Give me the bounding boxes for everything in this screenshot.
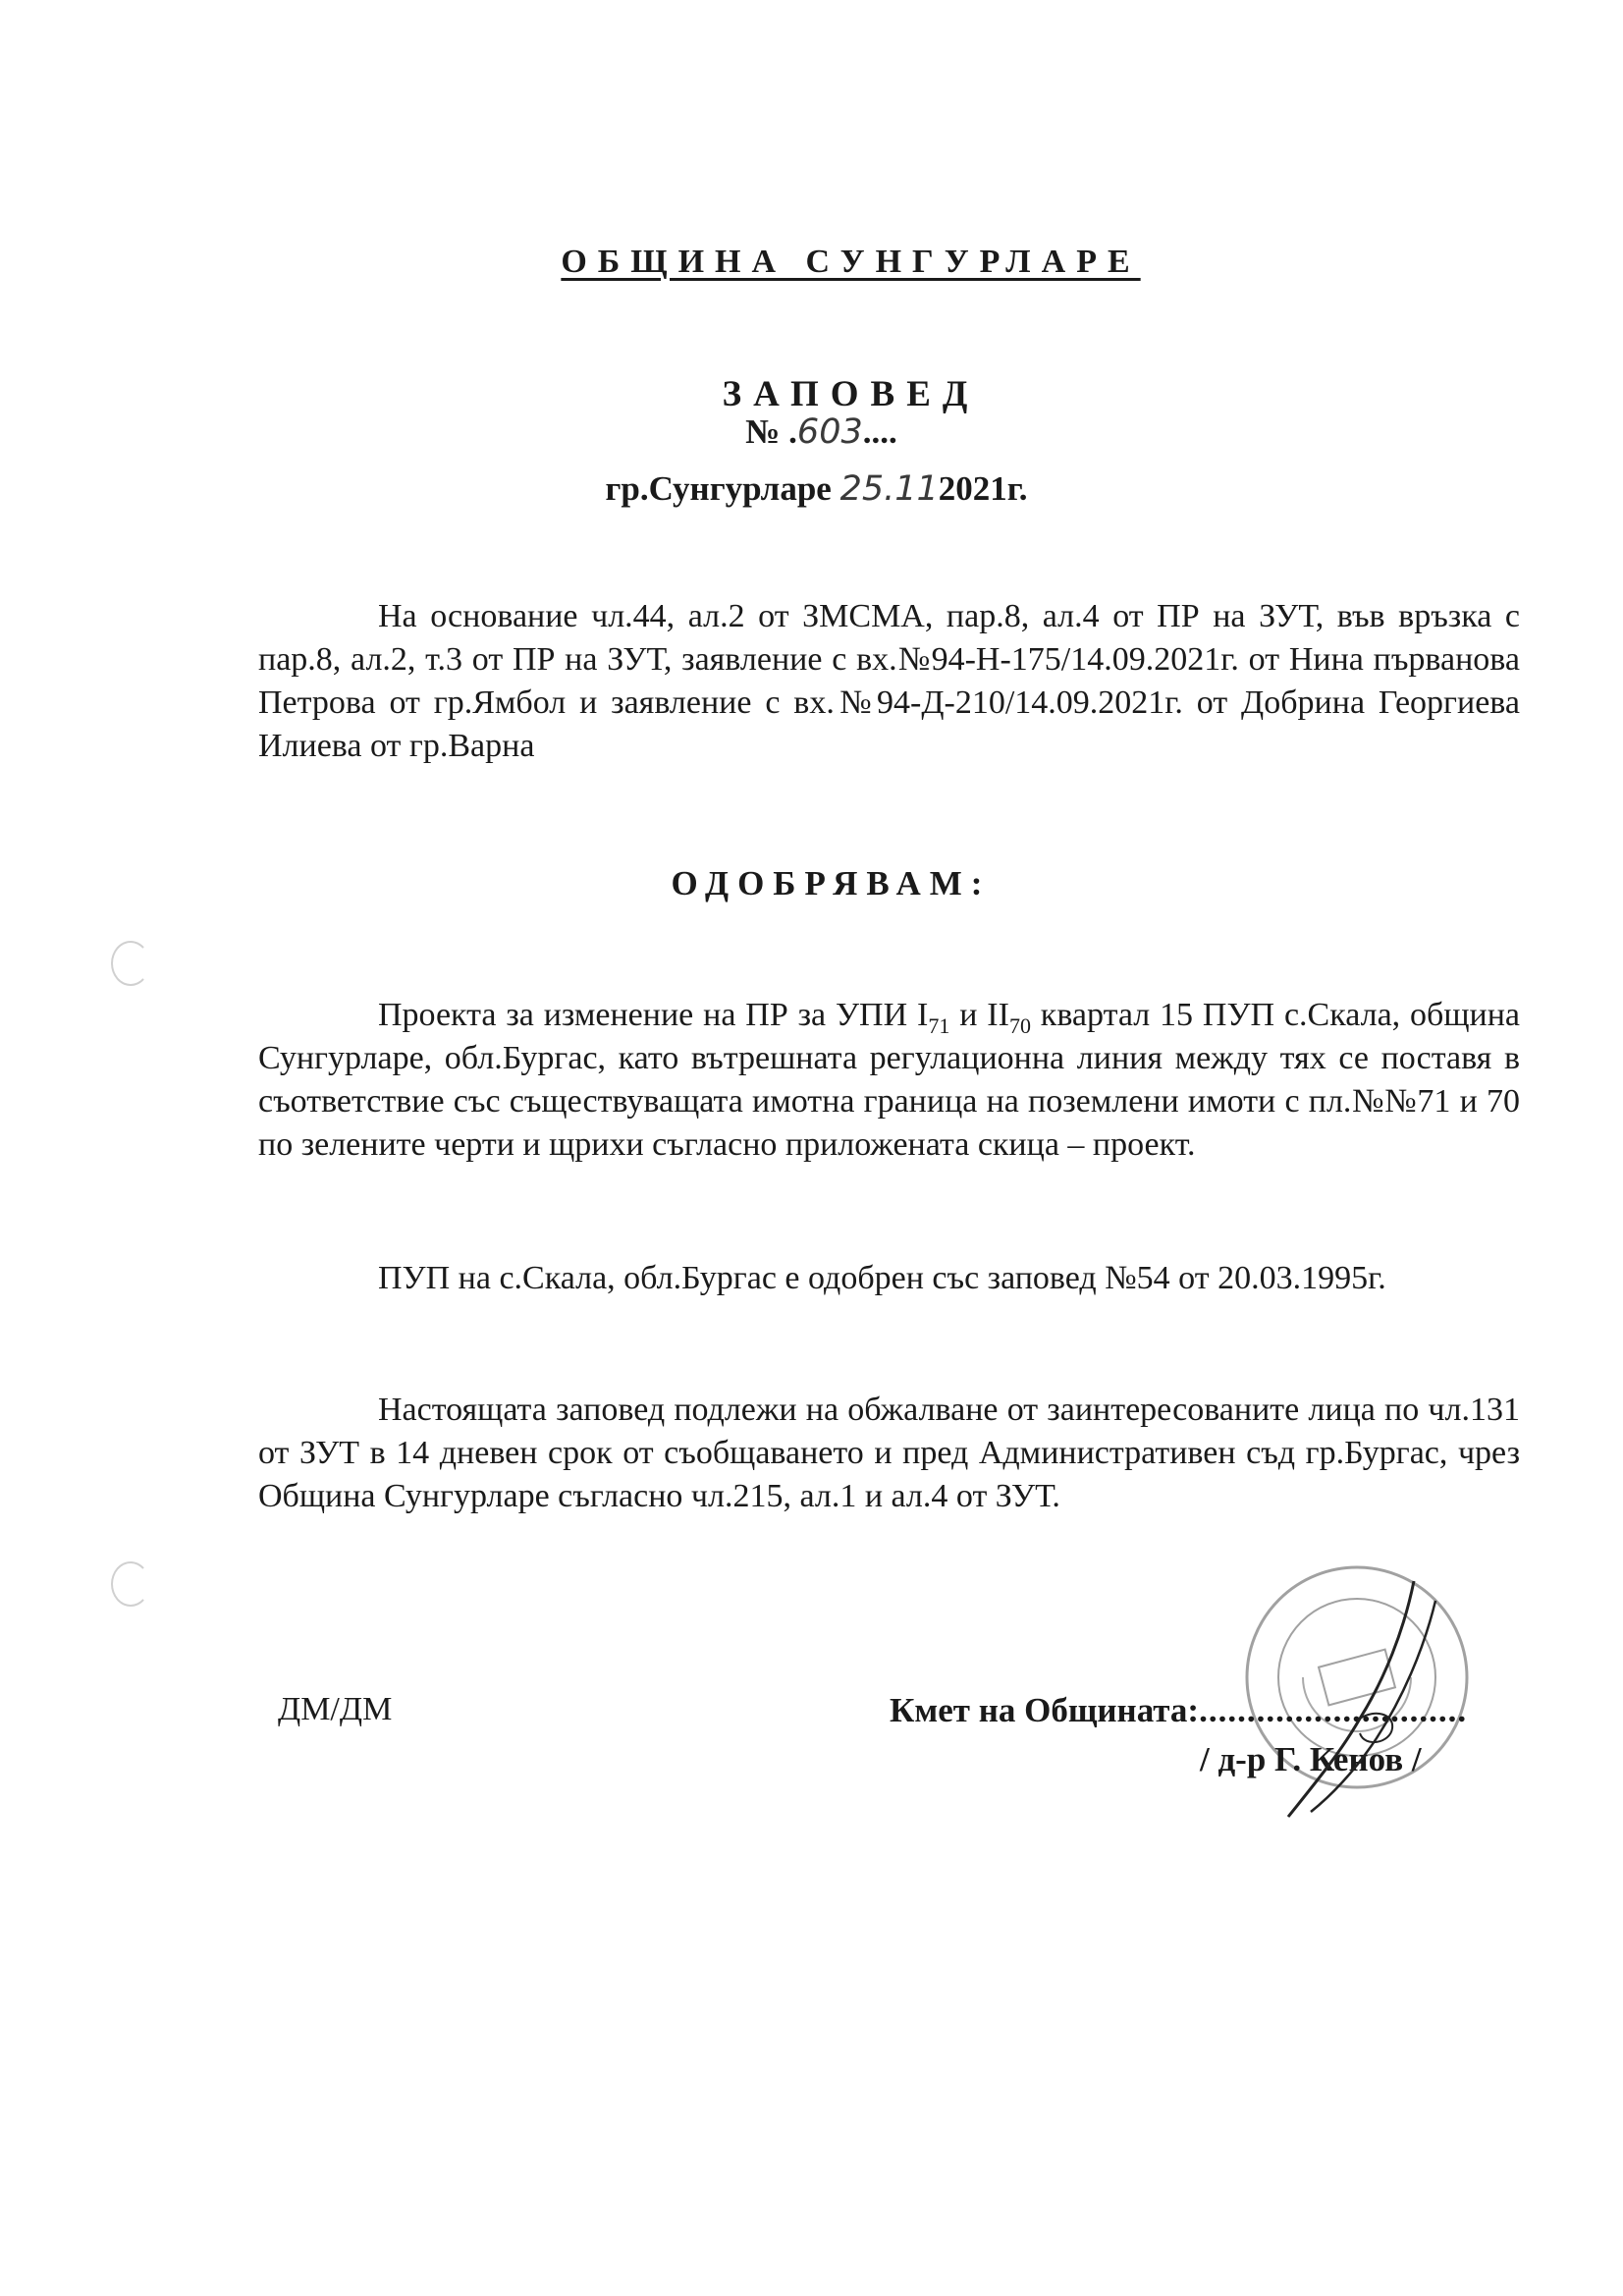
signatory-title: Кмет на Общината:	[890, 1691, 1200, 1729]
project-subscript-1: 71	[928, 1012, 950, 1038]
order-number-dots: ....	[862, 412, 897, 451]
document-initials: ДМ/ДМ	[278, 1691, 393, 1727]
order-place: гр.Сунгурларе	[605, 469, 832, 508]
project-text-part1: Проекта за изменение на ПР за УПИ I	[378, 997, 929, 1033]
municipality-heading: ОБЩИНА СУНГУРЛАРЕ	[561, 244, 1141, 280]
project-text-part2: и II	[949, 997, 1009, 1033]
signatory-name: / д-р Г. Кенов /	[1200, 1740, 1422, 1778]
order-number-handwritten: 603	[796, 412, 863, 452]
punch-hole-mark	[111, 941, 150, 986]
order-place-date-line	[0, 469, 1623, 509]
approve-heading: ОДОБРЯВАМ:	[671, 864, 992, 902]
project-paragraph	[258, 994, 1520, 1167]
order-number-prefix: № .	[745, 412, 797, 451]
pup-paragraph: ПУП на с.Скала, обл.Бургас е одобрен със заповед №54 от 20.03.1995г.	[378, 1260, 1386, 1296]
order-date-suffix: 2021г.	[938, 469, 1028, 508]
basis-paragraph: На основание чл.44, ал.2 от ЗМСМА, пар.8, ал.4 от ПР на ЗУТ, във връзка с пар.8, ал.2, т.3 от ПР на ЗУТ, заявление с вх.№94-Н-175/14.09.2021г. от Нина първанова Петрова от гр.Ямбол и заявление с вх.№94-Д-210/14.09.2021г. от Добрина Георгиева Илиева от гр.Варна	[258, 598, 1520, 764]
order-title: ЗАПОВЕД	[722, 374, 980, 414]
project-text-part3: квартал 15 ПУП с.Скала, община Сунгурларе, обл.Бургас, като вътрешната регулационна линия между тях се поставя в съответствие със съществуващата имотна граница на поземлени имоти с пл.№№71 и 70 по зелените черти и щрихи съгласно приложената скица – проект.	[258, 997, 1521, 1163]
signatory-dots: ............................	[1199, 1691, 1468, 1729]
appeal-paragraph: Настоящата заповед подлежи на обжалване от заинтересованите лица по чл.131 от ЗУТ в 14 дневен срок от съобщаването и пред Административен съд гр.Бургас, чрез Община Сунгурларе съгласно чл.215, ал.1 и ал.4 от ЗУТ.	[258, 1392, 1520, 1514]
punch-hole-mark	[111, 1561, 150, 1607]
order-date-handwritten: 25.11	[839, 469, 939, 509]
order-number-line	[0, 412, 1623, 452]
project-subscript-2: 70	[1008, 1012, 1031, 1038]
handwritten-signature	[1267, 1571, 1463, 1827]
